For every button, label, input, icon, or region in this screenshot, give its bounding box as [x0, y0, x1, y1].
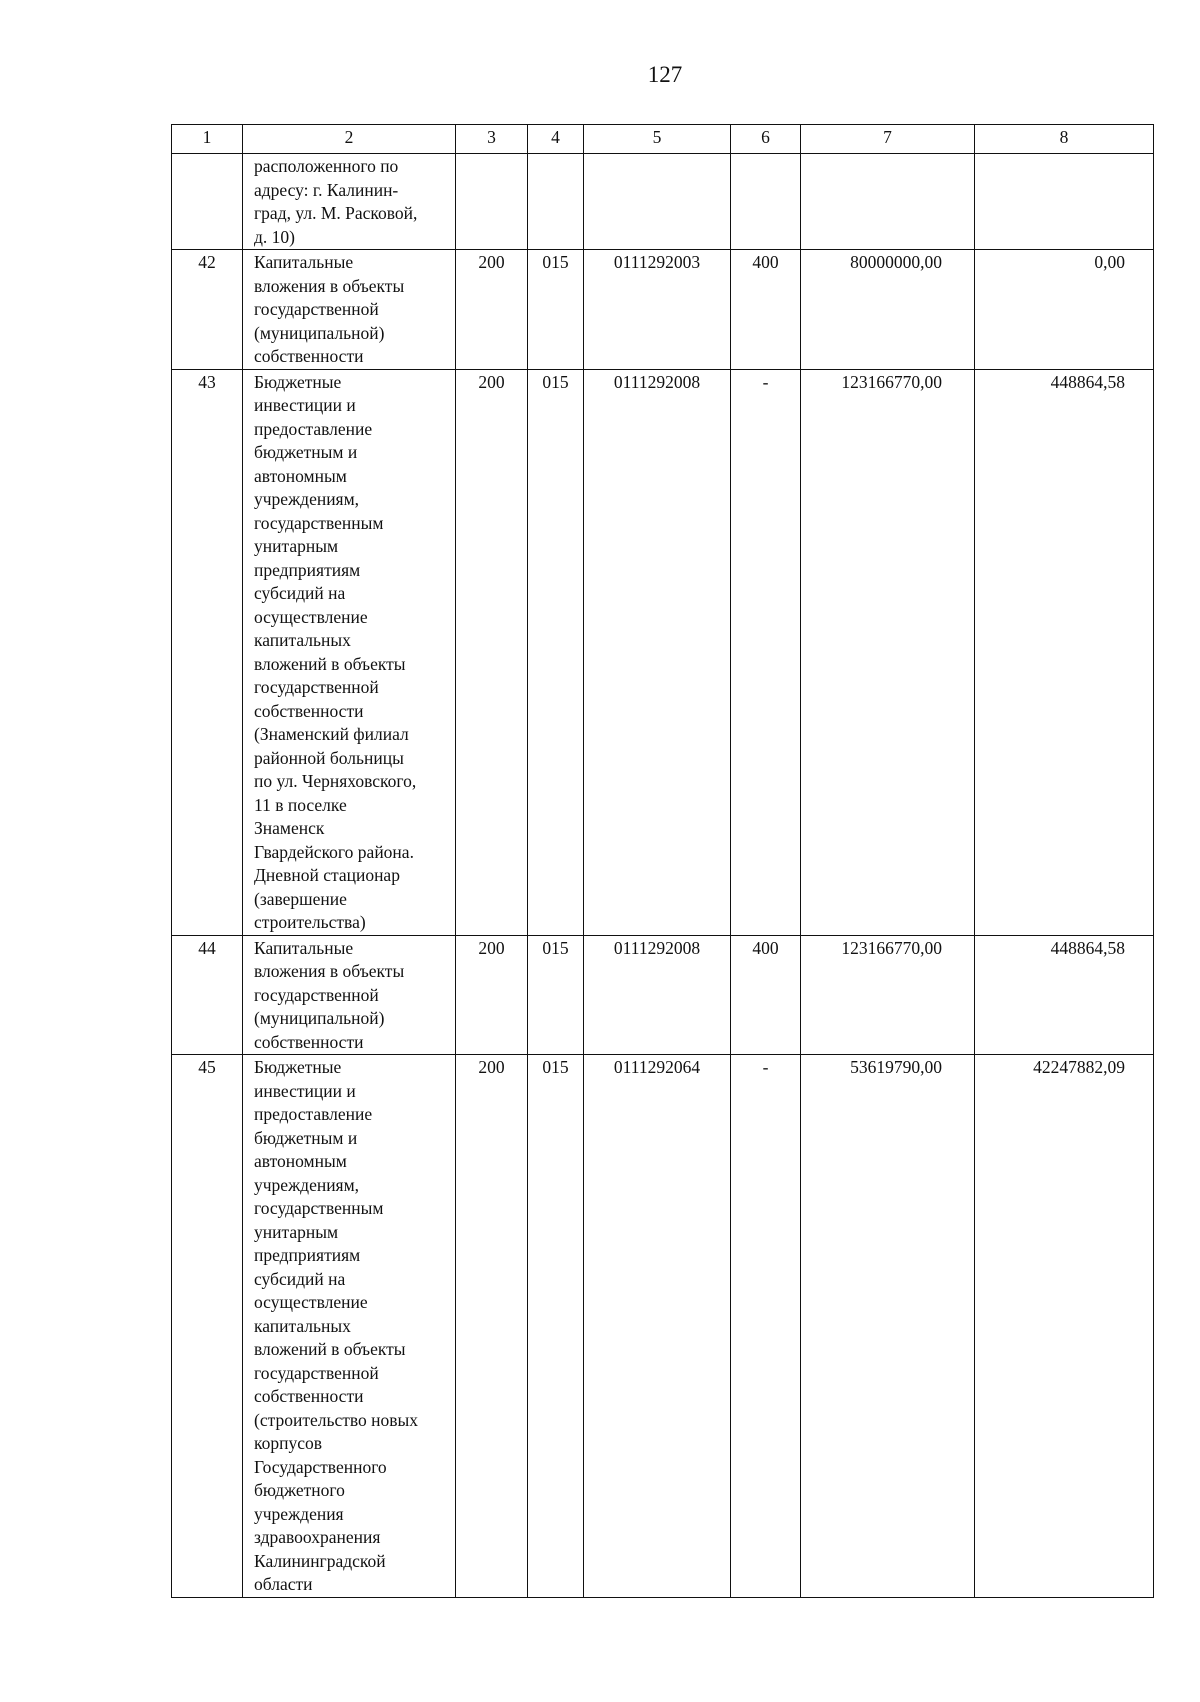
table-body	[172, 154, 1154, 1598]
header-row	[172, 125, 1154, 154]
table-row	[172, 1055, 1154, 1598]
row-number: 45	[172, 1055, 243, 1598]
cell-col6: -	[731, 1055, 801, 1598]
cell-col4	[528, 154, 584, 250]
cell-col5: 0111292008	[584, 935, 731, 1055]
cell-col5: 0111292003	[584, 250, 731, 370]
row-name: Капитальные вложения в объекты государственной (муниципальной) собственности	[243, 935, 456, 1055]
row-number: 43	[172, 369, 243, 935]
column-header: 7	[801, 125, 975, 154]
cell-col7: 123166770,00	[801, 369, 975, 935]
cell-col7: 53619790,00	[801, 1055, 975, 1598]
row-number: 42	[172, 250, 243, 370]
column-header: 6	[731, 125, 801, 154]
cell-col7: 123166770,00	[801, 935, 975, 1055]
cell-col8: 448864,58	[975, 369, 1154, 935]
page-number: 127	[647, 62, 683, 87]
table-header	[172, 125, 1154, 154]
row-name: Бюджетные инвестиции и предоставление бюджетным и автономным учреждениям, государственным унитарным предприятиям субсидий на осуществление капитальных вложений в объекты государственной собственности (Знаменский филиал районной больницы по ул. Черняховского, 11 в поселке Знаменск Гвардейского района. Дневной стационар (завершение строительства)	[243, 369, 456, 935]
cell-col5: 0111292064	[584, 1055, 731, 1598]
cell-col6: 400	[731, 935, 801, 1055]
cell-col4: 015	[528, 1055, 584, 1598]
table-row	[172, 935, 1154, 1055]
cell-col6: 400	[731, 250, 801, 370]
cell-col3	[456, 154, 528, 250]
cell-col5	[584, 154, 731, 250]
column-header: 8	[975, 125, 1154, 154]
cell-col3: 200	[456, 1055, 528, 1598]
row-name: Бюджетные инвестиции и предоставление бюджетным и автономным учреждениям, государственным унитарным предприятиям субсидий на осуществление капитальных вложений в объекты государственной собственности (строительство новых корпусов Государственного бюджетного учреждения здравоохранения Калининградской области	[243, 1055, 456, 1598]
table-row	[172, 369, 1154, 935]
cell-col6	[731, 154, 801, 250]
column-header: 4	[528, 125, 584, 154]
cell-col3: 200	[456, 250, 528, 370]
row-number	[172, 154, 243, 250]
budget-table	[171, 124, 1154, 1598]
cell-col8	[975, 154, 1154, 250]
cell-col6: -	[731, 369, 801, 935]
cell-col3: 200	[456, 935, 528, 1055]
row-name: расположенного по адресу: г. Калинин- град, ул. М. Расковой, д. 10)	[243, 154, 456, 250]
cell-col7: 80000000,00	[801, 250, 975, 370]
cell-col8: 448864,58	[975, 935, 1154, 1055]
cell-col4: 015	[528, 250, 584, 370]
column-header: 1	[172, 125, 243, 154]
cell-col5: 0111292008	[584, 369, 731, 935]
cell-col4: 015	[528, 935, 584, 1055]
row-number: 44	[172, 935, 243, 1055]
table-row	[172, 154, 1154, 250]
row-name: Капитальные вложения в объекты государственной (муниципальной) собственности	[243, 250, 456, 370]
column-header: 5	[584, 125, 731, 154]
cell-col3: 200	[456, 369, 528, 935]
cell-col8: 42247882,09	[975, 1055, 1154, 1598]
column-header: 3	[456, 125, 528, 154]
cell-col4: 015	[528, 369, 584, 935]
table-row	[172, 250, 1154, 370]
cell-col7	[801, 154, 975, 250]
cell-col8: 0,00	[975, 250, 1154, 370]
column-header: 2	[243, 125, 456, 154]
